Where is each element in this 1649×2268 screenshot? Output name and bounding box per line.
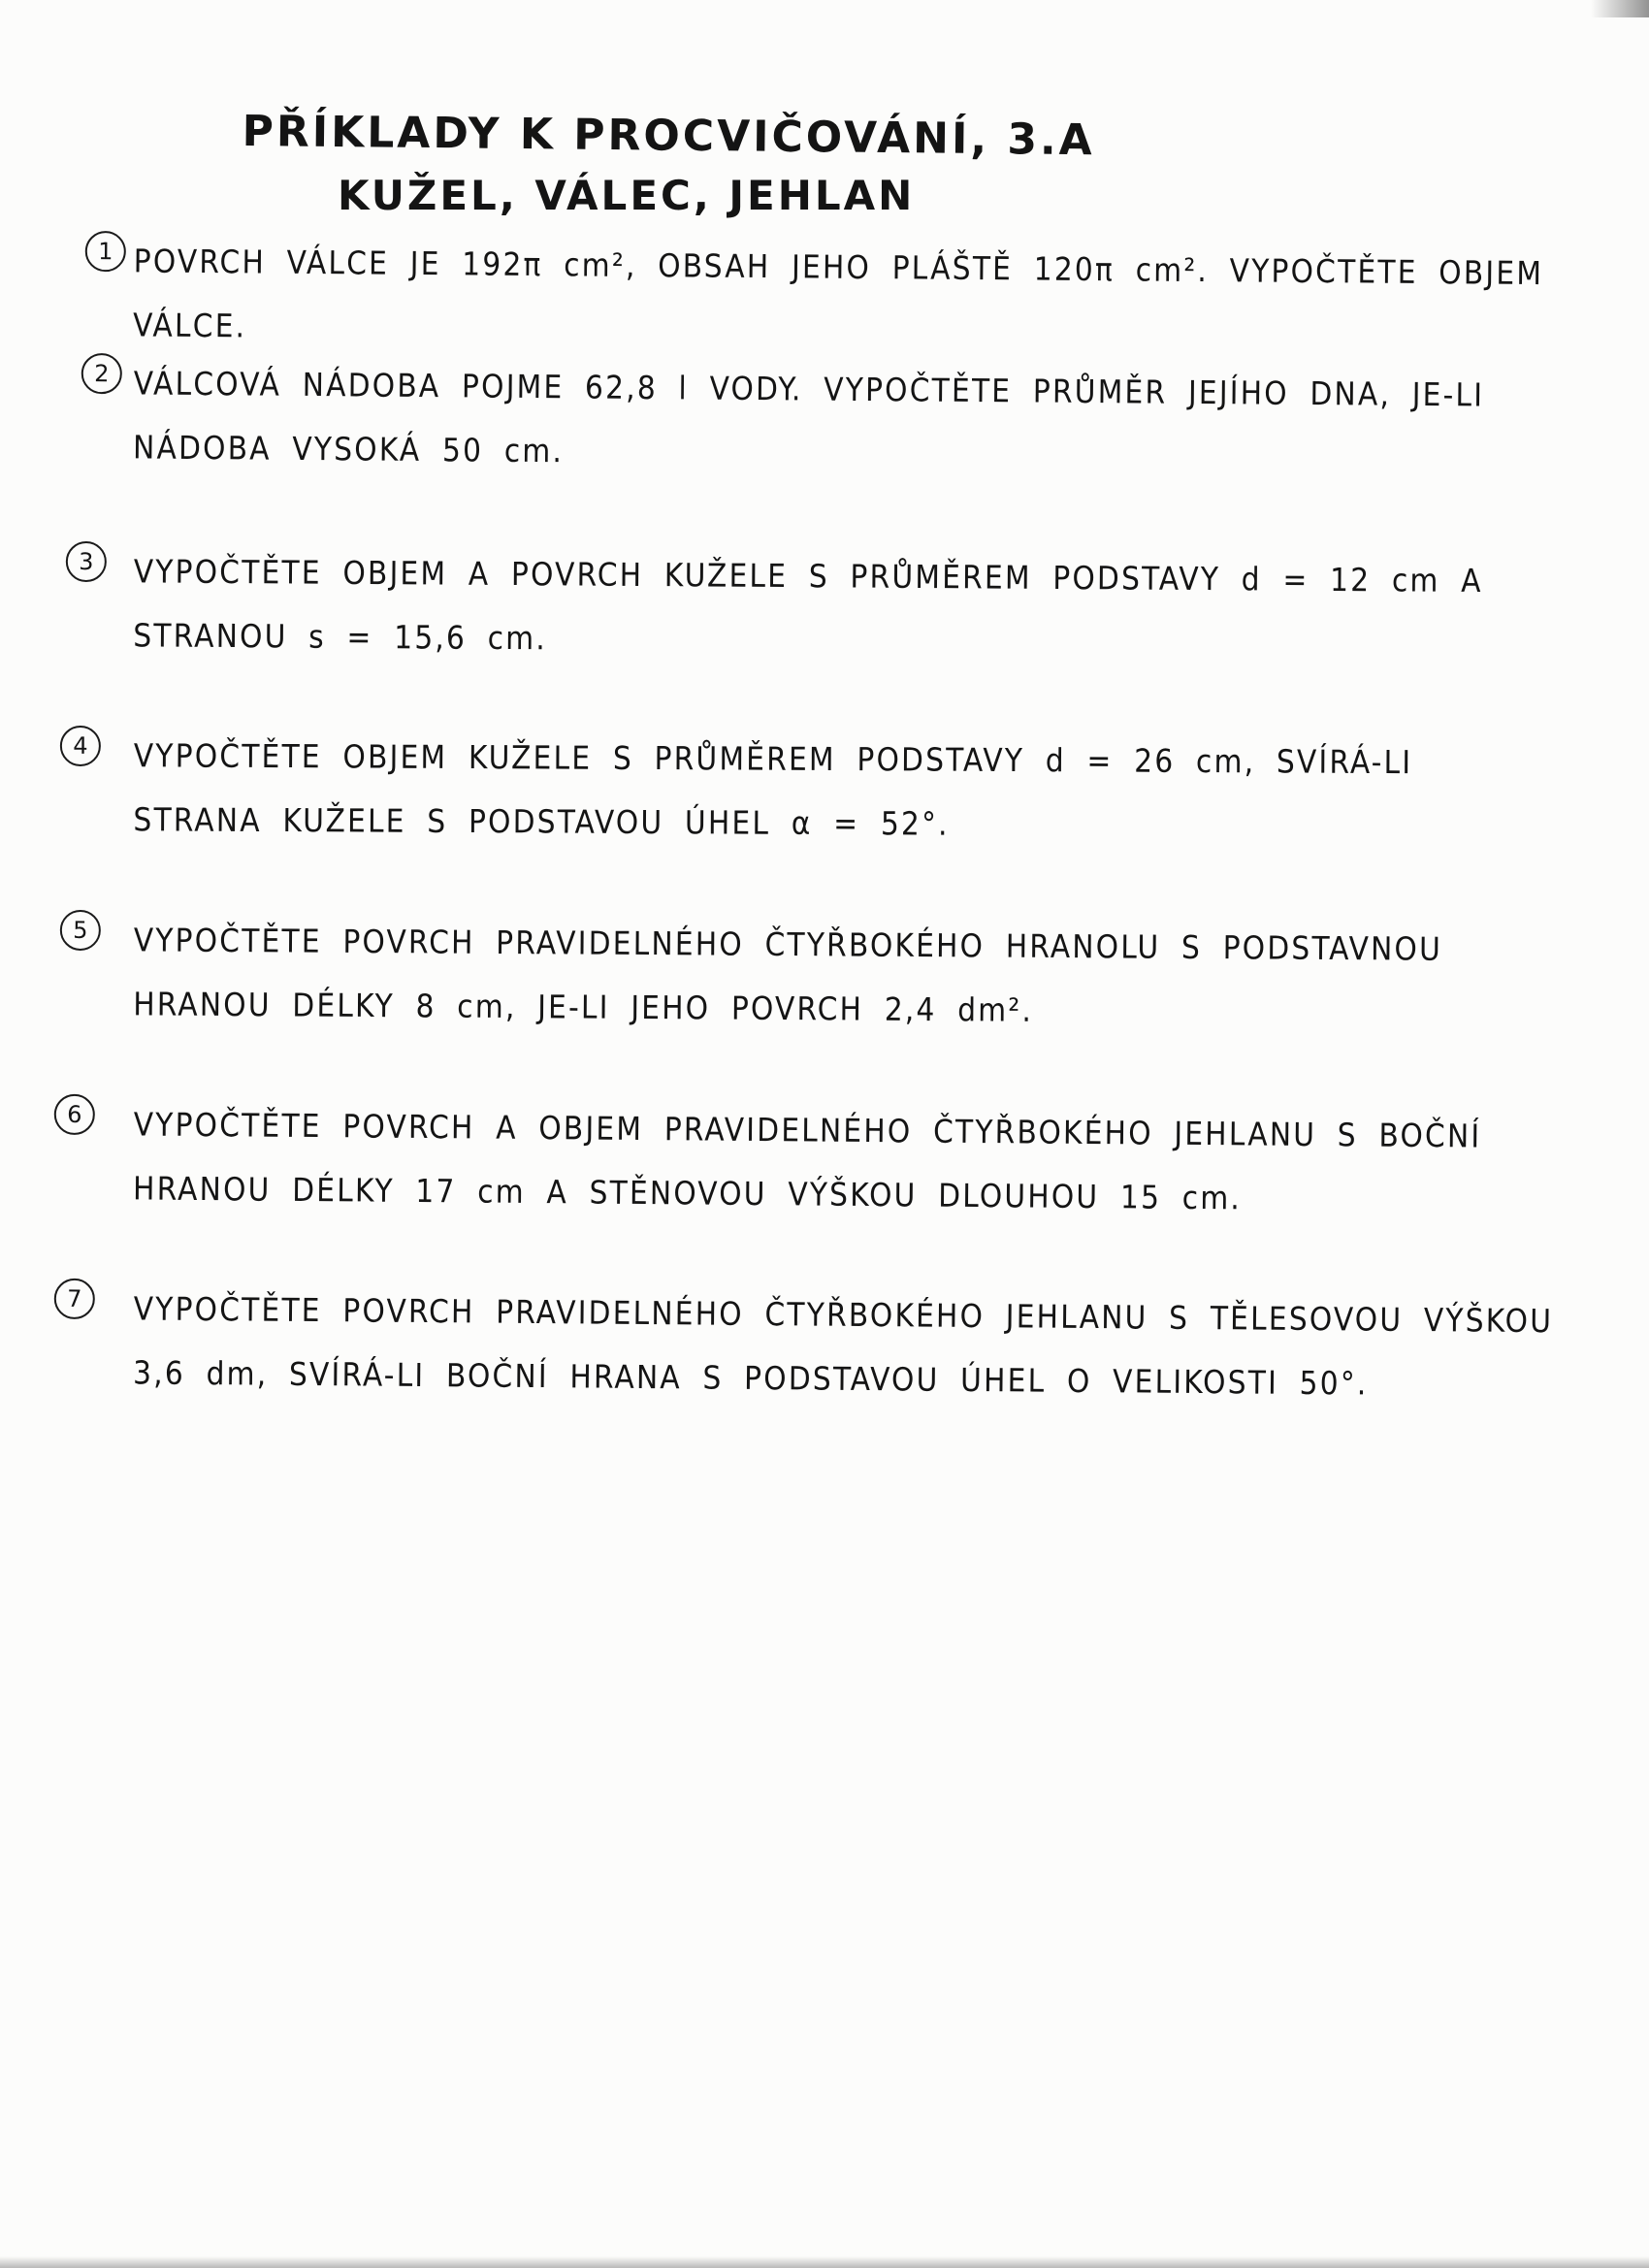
problem-1: [86, 229, 1565, 370]
problem-7: [67, 1277, 1574, 1417]
problem-number: 6: [54, 1094, 95, 1135]
page-subtitle: KUŽEL, VÁLEC, JEHLAN: [338, 172, 916, 219]
problem-4: [73, 724, 1562, 859]
problem-number: 7: [54, 1279, 95, 1319]
problem-2: [86, 351, 1562, 492]
problem-text: VÁLCOVÁ NÁDOBA POJME 62,8 l VODY. VYPOČTĚTE PRŮMĚR JEJÍHO DNA, JE-LI NÁDOBA VYSOKÁ 50 cm.: [132, 364, 1505, 470]
problem-text: POVRCH VÁLCE JE 192π cm², OBSAH JEHO PLÁŠTĚ 120π cm². VYPOČTĚTE OBJEM VÁLCE.: [132, 242, 1565, 345]
problem-text: VYPOČTĚTE POVRCH A OBJEM PRAVIDELNÉHO ČTYŘBOKÉHO JEHLANU S BOČNÍ HRANOU DÉLKY 17 cm A STĚNOVOU VÝŠKOU DLOUHOU 15 cm.: [132, 1105, 1504, 1217]
problem-number: 5: [60, 910, 101, 951]
problem-number: 2: [81, 353, 122, 394]
scan-shadow-top: [1591, 0, 1649, 17]
problem-text: VYPOČTĚTE OBJEM KUŽELE S PRŮMĚREM PODSTAVY d = 26 cm, SVÍRÁ-LI STRANA KUŽELE S PODSTAVOU ÚHEL α = 52°.: [133, 736, 1435, 843]
problem-number: 3: [66, 541, 107, 582]
scan-shadow-bottom: [0, 2256, 1649, 2268]
page-title: PŘÍKLADY K PROCVIČOVÁNÍ, 3.A: [242, 106, 1096, 166]
problem-5: [73, 908, 1562, 1047]
problem-number: 4: [60, 726, 101, 766]
problem-3: [79, 539, 1562, 678]
problem-text: VYPOČTĚTE POVRCH PRAVIDELNÉHO ČTYŘBOKÉHO HRANOLU S PODSTAVNOU HRANOU DÉLKY 8 cm, JE-LI JEHO POVRCH 2,4 dm².: [133, 921, 1464, 1029]
problem-text: VYPOČTĚTE OBJEM A POVRCH KUŽELE S PRŮMĚREM PODSTAVY d = 12 cm A STRANOU s = 15,6 cm.: [133, 552, 1504, 658]
problem-text: VYPOČTĚTE POVRCH PRAVIDELNÉHO ČTYŘBOKÉHO JEHLANU S TĚLESOVOU VÝŠKOU 3,6 dm, SVÍRÁ-LI BOČNÍ HRANA S PODSTAVOU ÚHEL O VELIKOSTI 50°.: [132, 1289, 1574, 1403]
problem-number: 1: [85, 231, 126, 272]
problem-6: [67, 1092, 1562, 1233]
